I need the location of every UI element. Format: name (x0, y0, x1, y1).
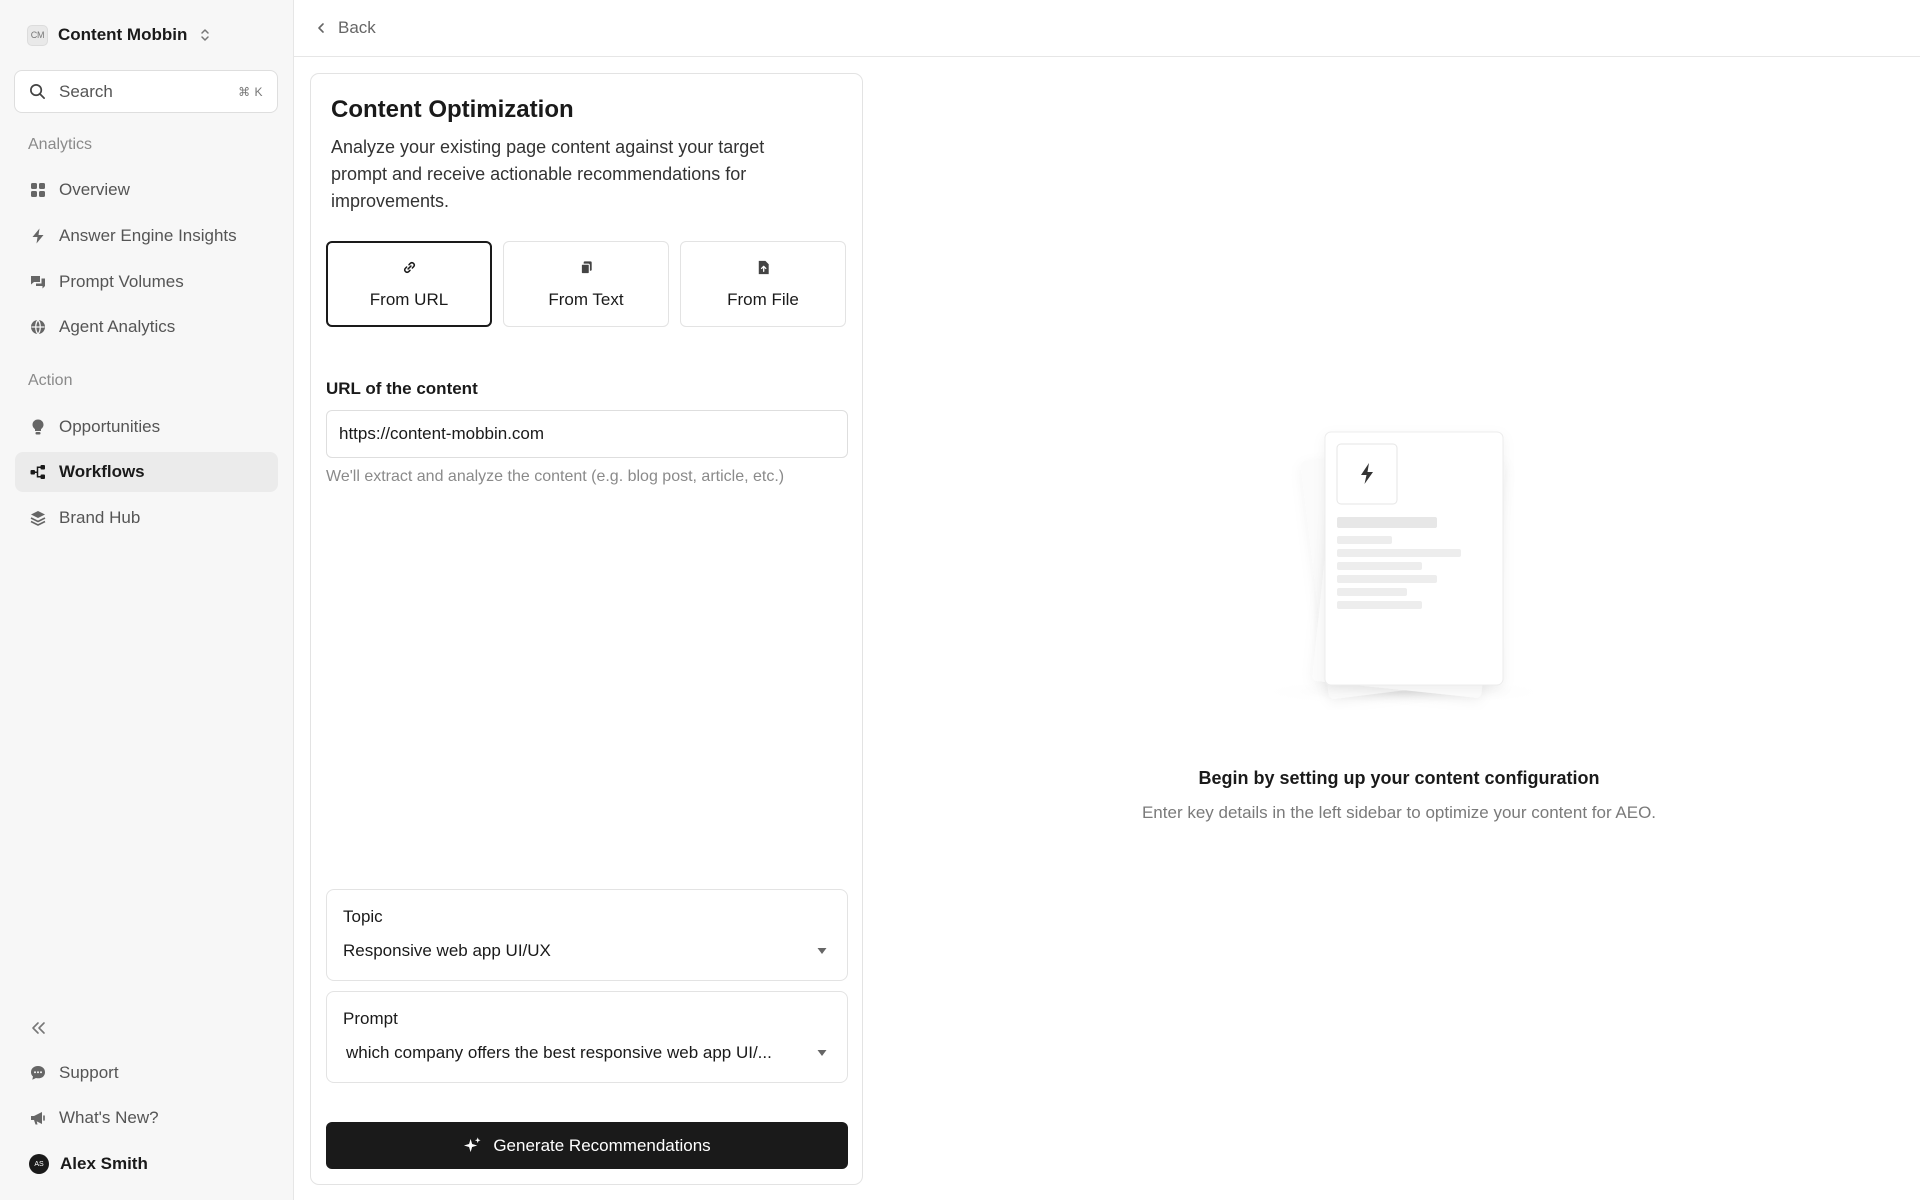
sidebar-item-agent-analytics[interactable] (15, 307, 278, 347)
sidebar-item-prompt-volumes[interactable] (15, 262, 278, 302)
megaphone-icon (29, 1109, 47, 1127)
user-menu[interactable] (15, 1144, 278, 1184)
back-button[interactable] (314, 18, 376, 38)
sidebar-item-label: Overview (59, 180, 130, 199)
sidebar-item-label: Workflows (59, 462, 145, 481)
empty-state-title: Begin by setting up your content configuration (1198, 768, 1600, 788)
source-option-url[interactable] (326, 241, 492, 327)
user-name: Alex Smith (60, 1154, 148, 1173)
section-label-action: Action (28, 372, 73, 389)
source-option-label: From Text (548, 289, 624, 309)
source-option-text[interactable] (503, 241, 669, 327)
empty-state-subtitle: Enter key details in the left sidebar to optimize your content for AEO. (1141, 803, 1657, 822)
search-icon (29, 83, 46, 100)
sparkles-icon (463, 1136, 482, 1155)
sidebar-item-workflows[interactable] (15, 452, 278, 492)
url-field-label: URL of the content (326, 379, 478, 398)
layers-icon (29, 509, 47, 527)
sidebar-item-label: Prompt Volumes (59, 272, 184, 291)
sidebar-item-whats-new[interactable] (15, 1098, 278, 1138)
sidebar (0, 0, 294, 1200)
sidebar-item-answer-engine-insights[interactable] (15, 216, 278, 256)
sidebar-item-label: What's New? (59, 1108, 159, 1127)
avatar: AS (29, 1154, 49, 1174)
sidebar-item-label: Answer Engine Insights (59, 226, 237, 245)
source-option-file[interactable] (680, 241, 846, 327)
sidebar-item-brand-hub[interactable] (15, 498, 278, 538)
sidebar-item-label: Support (59, 1063, 119, 1082)
sidebar-item-overview[interactable] (15, 170, 278, 210)
top-bar (294, 0, 1920, 57)
caret-down-icon (817, 947, 827, 955)
chevron-up-down-icon (199, 26, 211, 44)
chat-bubbles-icon (29, 273, 47, 291)
workspace-switcher[interactable] (27, 23, 211, 47)
section-label-analytics: Analytics (28, 136, 93, 153)
topic-value: Responsive web app UI/UX (343, 941, 551, 960)
content-optimization-panel (310, 73, 863, 1185)
sidebar-item-label: Opportunities (59, 417, 161, 436)
sidebar-item-support[interactable] (15, 1053, 278, 1093)
panel-description: Analyze your existing page content against your target prompt and receive actionable recommendations for improvements. (331, 137, 765, 211)
topic-label: Topic (343, 907, 383, 926)
prompt-select[interactable] (326, 991, 848, 1083)
url-input[interactable] (326, 410, 848, 458)
generate-button-label: Generate Recommendations (493, 1135, 711, 1155)
document-illustration (1214, 420, 1584, 710)
search-bar[interactable] (14, 70, 278, 113)
grid-icon (29, 181, 47, 199)
file-upload-icon (755, 259, 772, 276)
generate-recommendations-button[interactable] (326, 1122, 848, 1169)
bolt-icon (29, 227, 47, 245)
prompt-label: Prompt (343, 1009, 398, 1028)
chat-icon (29, 1064, 47, 1082)
copy-icon (578, 259, 595, 276)
collapse-sidebar-icon[interactable] (29, 1018, 49, 1038)
globe-icon (29, 318, 47, 336)
caret-down-icon (817, 1049, 827, 1057)
sidebar-item-label: Brand Hub (59, 508, 141, 527)
main-content (294, 0, 1920, 1200)
source-option-label: From URL (369, 289, 449, 309)
lightbulb-icon (29, 418, 47, 436)
workspace-name: Content Mobbin (58, 25, 188, 44)
prompt-value: which company offers the best responsive web app UI/... (346, 1043, 772, 1062)
link-icon (401, 259, 418, 276)
sidebar-item-opportunities[interactable] (15, 407, 278, 447)
workspace-logo: CM (27, 25, 48, 46)
sidebar-item-label: Agent Analytics (59, 317, 176, 336)
search-shortcut: ⌘ K (238, 84, 263, 99)
source-option-label: From File (727, 289, 799, 309)
topic-select[interactable] (326, 889, 848, 981)
url-helper-text: We'll extract and analyze the content (e.g. blog post, article, etc.) (326, 468, 785, 485)
search-label: Search (59, 81, 113, 101)
back-label: Back (338, 18, 376, 37)
panel-title: Content Optimization (331, 96, 574, 123)
workflow-icon (29, 463, 47, 481)
chevron-left-icon (314, 21, 328, 35)
